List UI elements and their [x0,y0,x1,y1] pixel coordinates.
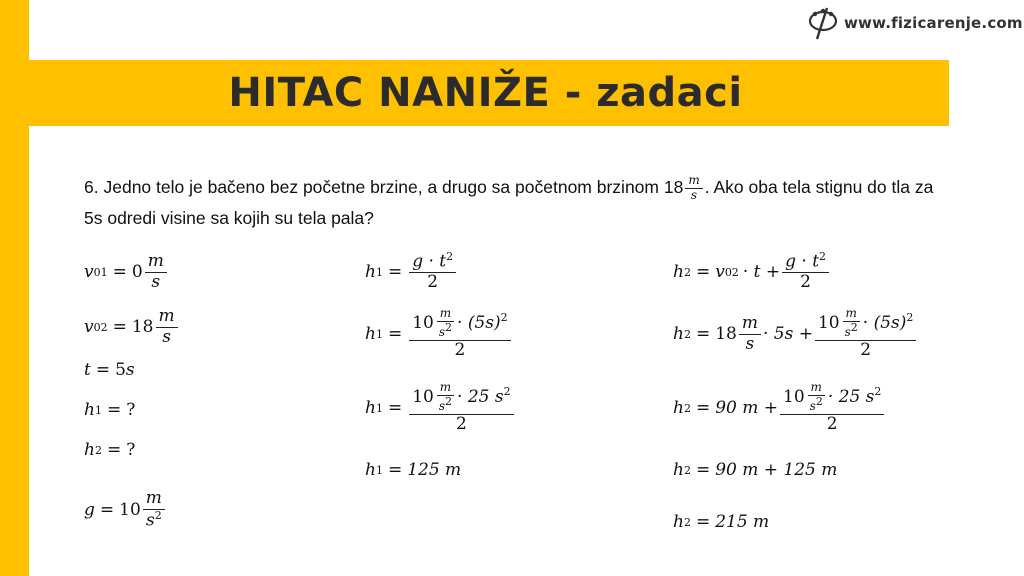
h2-simplified: h 2 = 90 m + 10 $\frac{m}{s^2}$ · 25 $s^2$ 2 [673,386,886,430]
given-h2: h 2 = ? [84,440,136,460]
title-band [22,60,949,126]
site-logo[interactable] [806,4,1023,42]
logo-icon [806,4,840,42]
h2-substitution: h 2 = 18 $\frac{m}{s}$ · 5s + 10 $\frac{m}{s^2}$ · $(5s)^2$ 2 [673,312,918,356]
problem-statement [84,172,954,233]
given-h1: h 1 = ? [84,400,136,420]
page-title: HITAC NANIŽE - zadaci [228,70,743,116]
given-t: t = 5 s [84,360,135,380]
h2-sum: h 2 = 90 m + 125 m [673,460,838,480]
h2-result: h 2 = 215 m [673,512,770,532]
h1-result: h 1 = 125 m [365,460,462,480]
given-v01: v 01 = 0 $\frac{m}{s}$ [84,250,169,294]
given-v02: v 02 = 18 $\frac{m}{s}$ [84,305,180,349]
logo-text: www.fizicarenje.com [844,14,1023,32]
given-g: g = 10 $\frac{m}{s^2}$ [84,488,167,532]
speed-unit-fraction: $\frac{m}{s}$ [685,174,702,203]
h1-simplified: h 1 = 10 $\frac{m}{s^2}$ · 25 $s^2$ 2 [365,386,516,430]
h2-formula: h 2 = v 02 · t + $\frac{g \cdot t^2}{2}$ [673,250,831,294]
h1-substitution: h 1 = 10 $\frac{m}{s^2}$ · $(5s)^2$ 2 [365,312,513,356]
problem-text-part1: Jedno telo je bačeno bez početne brzine, a drugo sa početnom brzinom 18 [103,177,684,197]
problem-number: 6. [84,177,99,197]
problem-text-part2: . Ako oba tela stignu do tla za 5s odredi visine sa kojih su tela pala? [84,177,934,228]
h1-formula: h 1 = $\frac{g \cdot t^2}{2}$ [365,250,458,294]
